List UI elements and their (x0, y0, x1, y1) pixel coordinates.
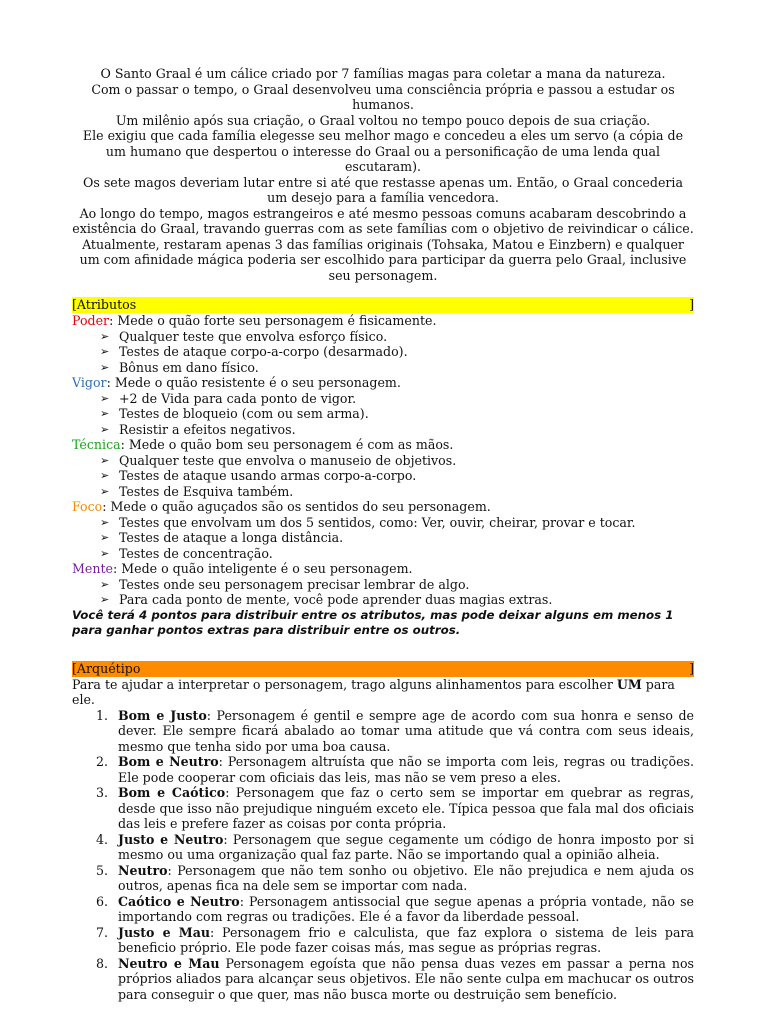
intro-section (72, 66, 694, 283)
alignment-name: Bom e Caótico (118, 785, 226, 800)
intro-paragraph: Atualmente, restaram apenas 3 das famílias originais (Tohsaka, Matou e Einzbern) e qualquer um com afinidade mágica poderia ser escolhido para participar da guerra pelo Graal, inclusive seu personagem. (79, 236, 687, 283)
attribute-mente (72, 561, 694, 577)
intro-paragraph: Ele exigiu que cada família elegesse seu melhor mago e concedeu a eles um servo (a cópia de um humano que despertou o interesse do Graal ou a personificação de uma lenda qual escutaram). (82, 128, 684, 174)
header-open-bracket: [ (72, 660, 77, 676)
arrow-bullet-icon: ➢ (100, 422, 110, 436)
arrow-bullet-icon: ➢ (100, 577, 110, 591)
bullet-text: +2 de Vida para cada ponto de vigor. (119, 390, 357, 406)
list-item (100, 329, 694, 345)
alignment-description: : Personagem antissocial que segue apenas a própria vontade, não se importando com regras ou tradições. Ele é a favor da liberdade pessoal. (118, 893, 694, 924)
list-item (100, 344, 694, 360)
bullet-text: Testes que envolvam um dos 5 sentidos, como: Ver, ouvir, cheirar, provar e tocar. (119, 514, 636, 530)
attribute-name: Vigor (72, 375, 107, 390)
bullet-text: Testes de ataque usando armas corpo-a-corpo. (119, 468, 417, 483)
alignment-description: : Personagem que não tem sonho ou objetivo. Ele não prejudica e nem ajuda os outros, apenas fica na dele sem se importar com nada. (118, 862, 694, 893)
attribute-bullets (72, 577, 694, 608)
item-number: 4. (96, 831, 109, 847)
alignment-list (72, 708, 694, 1003)
attribute-description: : Mede o quão forte seu personagem é fisicamente. (109, 313, 437, 328)
bullet-text: Qualquer teste que envolva o manuseio de objetivos. (119, 452, 457, 468)
alignment-item (72, 863, 694, 894)
alignment-item (72, 925, 694, 956)
attribute-name: Poder (72, 313, 110, 328)
list-item (100, 546, 694, 562)
list-item (100, 530, 694, 546)
arrow-bullet-icon: ➢ (100, 329, 110, 343)
attribute-description: : Mede o quão aguçados são os sentidos do seu personagem. (102, 499, 491, 514)
bullet-text: Testes de ataque a longa distância. (119, 530, 344, 545)
alignment-name: Caótico e Neutro (118, 893, 240, 909)
intro-paragraph: Com o passar o tempo, o Graal desenvolveu uma consciência própria e passou a estudar os humanos. (91, 81, 675, 112)
alignment-name: Neutro (118, 862, 168, 878)
intro-paragraph: Um milênio após sua criação, o Graal voltou no tempo pouco depois de sua criação. (115, 112, 651, 128)
alignment-description: : Personagem é gentil e sempre age de acordo com sua honra e senso de dever. Ele sempre ficará abalado ao tomar uma atitude que vá contra com seus ideais, mesmo que tenha sido por uma boa causa. (118, 707, 694, 754)
list-item (100, 422, 694, 438)
list-item (100, 592, 694, 608)
arrow-bullet-icon: ➢ (100, 360, 110, 374)
alignment-name: Bom e Neutro (118, 754, 219, 769)
arrow-bullet-icon: ➢ (100, 391, 110, 405)
document-page (72, 66, 694, 1002)
list-item (100, 577, 694, 593)
bullet-text: Testes onde seu personagem precisar lembrar de algo. (119, 576, 470, 592)
bullet-text: Qualquer teste que envolva esforço físico. (119, 328, 388, 344)
alignment-item (72, 754, 694, 785)
intro-paragraph: Os sete magos deveriam lutar entre si até que restasse apenas um. Então, o Graal concederia um desejo para a família vencedora. (83, 174, 683, 205)
alignment-item (72, 956, 694, 1003)
arrow-bullet-icon: ➢ (100, 469, 110, 482)
arquetipo-intro: Para te ajudar a interpretar o personagem, trago alguns alinhamentos para escolher UM para ele. (72, 676, 675, 707)
attribute-tecnica (72, 437, 694, 453)
item-number: 8. (96, 955, 109, 971)
attribute-poder (72, 313, 694, 329)
list-item (100, 406, 694, 422)
item-number: 2. (96, 754, 109, 769)
header-close-bracket: ] (689, 297, 694, 312)
arquetipo-title: Arquétipo (76, 660, 141, 676)
list-item (100, 515, 694, 531)
header-open-bracket: [ (72, 297, 77, 312)
arrow-bullet-icon: ➢ (100, 531, 110, 544)
item-number: 6. (96, 893, 109, 909)
arrow-bullet-icon: ➢ (100, 593, 110, 606)
bullet-text: Resistir a efeitos negativos. (119, 421, 296, 437)
arrow-bullet-icon: ➢ (100, 484, 110, 498)
atributos-title: Atributos (76, 297, 137, 312)
attribute-description: : Mede o quão resistente é o seu personagem. (106, 375, 401, 390)
attribute-bullets (72, 453, 694, 500)
attribute-bullets (72, 515, 694, 562)
bullet-text: Para cada ponto de mente, você pode aprender duas magias extras. (119, 592, 553, 607)
alignment-description: : Personagem altruísta que não se importa com leis, regras ou tradições. Ele pode cooperar com oficiais das leis, mas não se vem preso a eles. (118, 754, 694, 785)
arrow-bullet-icon: ➢ (100, 407, 110, 420)
attribute-bullets (72, 329, 694, 376)
item-number: 1. (96, 707, 109, 723)
alignment-name: Justo e Mau (118, 924, 211, 940)
alignment-item (72, 832, 694, 863)
atributos-header (72, 297, 694, 313)
intro-paragraph: Ao longo do tempo, magos estrangeiros e até mesmo pessoas comuns acabaram descobrindo a existência do Graal, travando guerras com as sete famílias com o objetivo de reivindicar o cálice. (72, 205, 694, 236)
attributes-note: Você terá 4 pontos para distribuir entre os atributos, mas pode deixar alguns em menos 1 para ganhar pontos extras para distribuir entre os outros. (72, 607, 674, 637)
alignment-item (72, 708, 694, 755)
list-item (100, 484, 694, 500)
alignment-item (72, 785, 694, 832)
attribute-list (72, 313, 694, 608)
item-number: 7. (96, 924, 109, 940)
arquetipo-header (72, 661, 694, 677)
attribute-name: Foco (72, 499, 103, 514)
arrow-bullet-icon: ➢ (100, 546, 110, 560)
header-close-bracket: ] (689, 660, 694, 676)
alignment-name: Neutro e Mau (118, 955, 220, 971)
attribute-name: Técnica (72, 437, 121, 452)
arrow-bullet-icon: ➢ (100, 515, 110, 529)
bullet-text: Testes de ataque corpo-a-corpo (desarmado). (119, 344, 408, 359)
list-item (100, 360, 694, 376)
attribute-description: : Mede o quão bom seu personagem é com as mãos. (120, 437, 454, 452)
bullet-text: Testes de concentração. (119, 545, 273, 561)
list-item (100, 453, 694, 469)
list-item (100, 391, 694, 407)
alignment-description: : Personagem que faz o certo sem se importar em quebrar as regras, desde que isso não prejudique ninguém exceto ele. Típica pessoa que fala mal dos oficiais das leis e prefere fazer as coisas por conta própria. (118, 785, 695, 831)
attribute-foco (72, 499, 694, 515)
list-item (100, 468, 694, 484)
arrow-bullet-icon: ➢ (100, 453, 110, 467)
bullet-text: Bônus em dano físico. (119, 359, 259, 375)
alignment-item (72, 894, 694, 925)
arrow-bullet-icon: ➢ (100, 345, 110, 358)
attribute-description: : Mede o quão inteligente é o seu personagem. (112, 561, 413, 576)
intro-paragraph: O Santo Graal é um cálice criado por 7 famílias magas para coletar a mana da natureza. (100, 66, 666, 81)
alignment-name: Justo e Neutro (118, 831, 224, 847)
bullet-text: Testes de Esquiva também. (119, 483, 294, 499)
attribute-bullets (72, 391, 694, 438)
bullet-text: Testes de bloqueio (com ou sem arma). (119, 406, 369, 421)
attribute-name: Mente (72, 561, 113, 576)
alignment-name: Bom e Justo (118, 707, 207, 723)
item-number: 5. (96, 862, 109, 878)
attribute-vigor (72, 375, 694, 391)
alignment-description: Personagem egoísta que não pensa duas vezes em passar a perna nos próprios aliados para alcançar seus objetivos. Ele não sente culpa em machucar os outros para conseguir o que quer, mas não busca morte ou destruição sem benefício. (118, 955, 694, 1002)
item-number: 3. (96, 785, 109, 800)
alignment-description: : Personagem frio e calculista, que faz explora o sistema de leis para beneficio próprio. Ele pode fazer coisas más, mas segue as próprias regras. (118, 924, 694, 955)
alignment-description: : Personagem que segue cegamente um código de honra imposto por si mesmo ou uma organização qual faz parte. Não se importando qual a opinião alheia. (118, 831, 694, 862)
